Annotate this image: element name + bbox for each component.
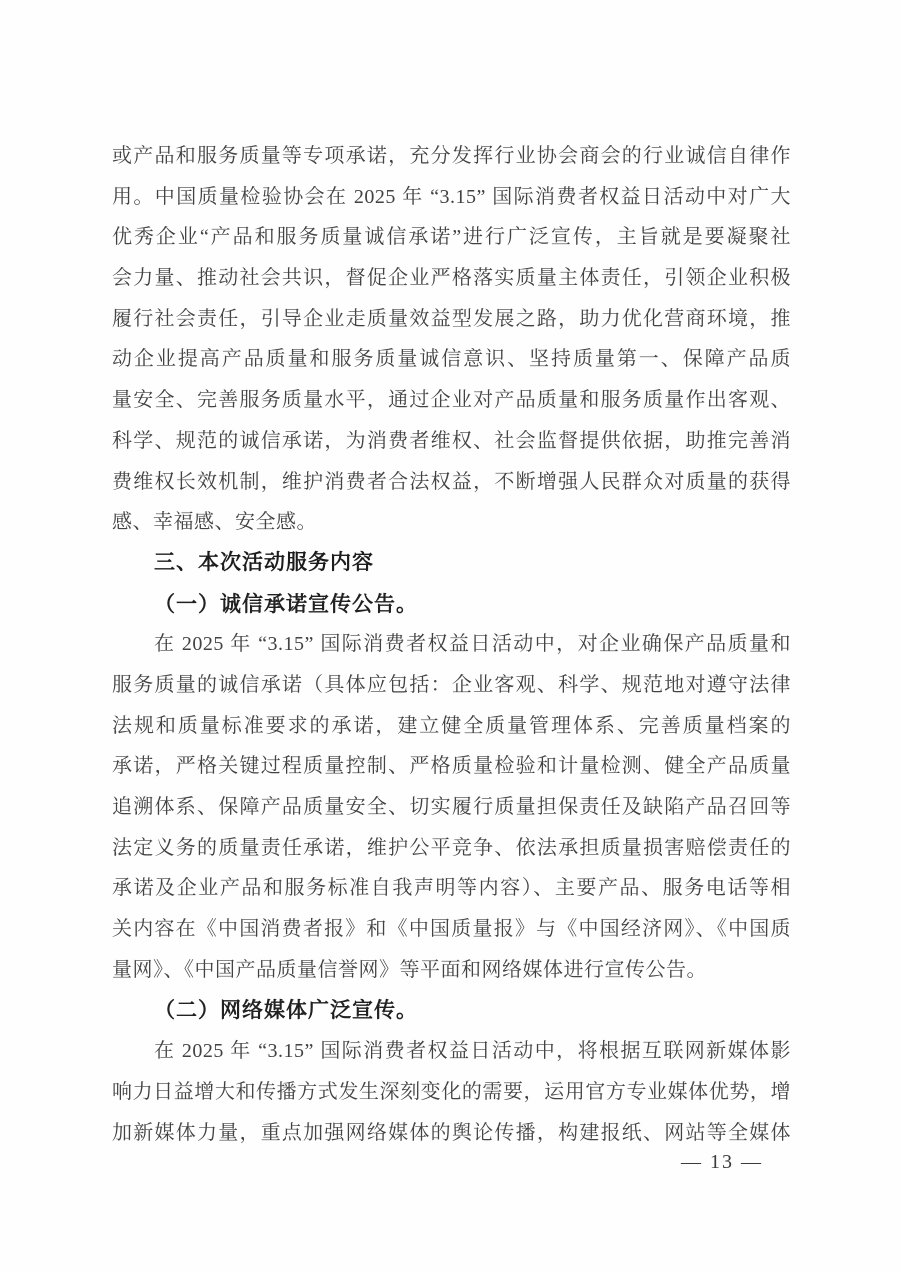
paragraph1-line: 或产品和服务质量等专项承诺，充分发挥行业协会商会的行业诚信自律作 [112, 145, 791, 167]
paragraph3-line: 在 2025 年 “3.15” 国际消费者权益日活动中，将根据互联网新媒体影 [154, 1040, 791, 1063]
paragraph2-line: 服务质量的诚信承诺（具体应包括：企业客观、科学、规范地对遵守法律 [112, 673, 791, 696]
paragraph1-line: 用。中国质量检验协会在 2025 年 “3.15” 国际消费者权益日活动中对广大 [112, 185, 791, 208]
paragraph2-line: 在 2025 年 “3.15” 国际消费者权益日活动中，对企业确保产品质量和 [154, 633, 791, 656]
paragraph1-line: 科学、规范的诚信承诺，为消费者维权、社会监督提供依据，助推完善消 [112, 429, 791, 452]
paragraph1-line: 量安全、完善服务质量水平，通过企业对产品质量和服务质量作出客观、 [112, 389, 791, 412]
paragraph1-last-line: 感、幸福感、安全感。 [112, 511, 317, 534]
paragraph2-line: 法定义务的质量责任承诺，维护公平竞争、依法承担质量损害赔偿责任的 [112, 836, 791, 859]
paragraph2-line: 追溯体系、保障产品质量安全、切实履行质量担保责任及缺陷产品召回等 [112, 796, 791, 818]
page-number: — 13 — [681, 1151, 763, 1173]
section-heading: 三、本次活动服务内容 [154, 550, 374, 574]
paragraph2-last-line: 量网》、《中国产品质量信誉网》等平面和网络媒体进行宣传公告。 [112, 958, 707, 981]
subsection-heading-1: （一）诚信承诺宣传公告。 [154, 591, 418, 616]
paragraph1-line: 会力量、推动社会共识，督促企业严格落实质量主体责任，引领企业积极 [112, 267, 791, 290]
paragraph1-line: 履行社会责任，引导企业走质量效益型发展之路，助力优化营商环境，推 [112, 307, 791, 330]
document-body [112, 136, 791, 1153]
paragraph1-line: 动企业提高产品质量和服务质量诚信意识、坚持质量第一、保障产品质 [112, 348, 791, 371]
paragraph3-line: 响力日益增大和传播方式发生深刻变化的需要，运用官方专业媒体优势，增 [112, 1080, 791, 1103]
subsection-heading-2: （二）网络媒体广泛宣传。 [154, 998, 418, 1023]
paragraph2-line: 承诺，严格关键过程质量控制、严格质量检验和计量检测、健全产品质量 [112, 755, 791, 778]
paragraph3-line: 加新媒体力量，重点加强网络媒体的舆论传播，构建报纸、网站等全媒体 [112, 1121, 791, 1144]
paragraph2-line: 法规和质量标准要求的承诺，建立健全质量管理体系、完善质量档案的 [112, 714, 791, 737]
paragraph2-line: 关内容在《中国消费者报》和《中国质量报》与《中国经济网》、《中国质 [112, 918, 791, 941]
paragraph1-line: 优秀企业“产品和服务质量诚信承诺”进行广泛宣传，主旨就是要凝聚社 [112, 226, 791, 249]
paragraph1-line: 费维权长效机制，维护消费者合法权益，不断增强人民群众对质量的获得 [112, 470, 791, 493]
paragraph2-line: 承诺及企业产品和服务标准自我声明等内容）、主要产品、服务电话等相 [112, 877, 791, 900]
